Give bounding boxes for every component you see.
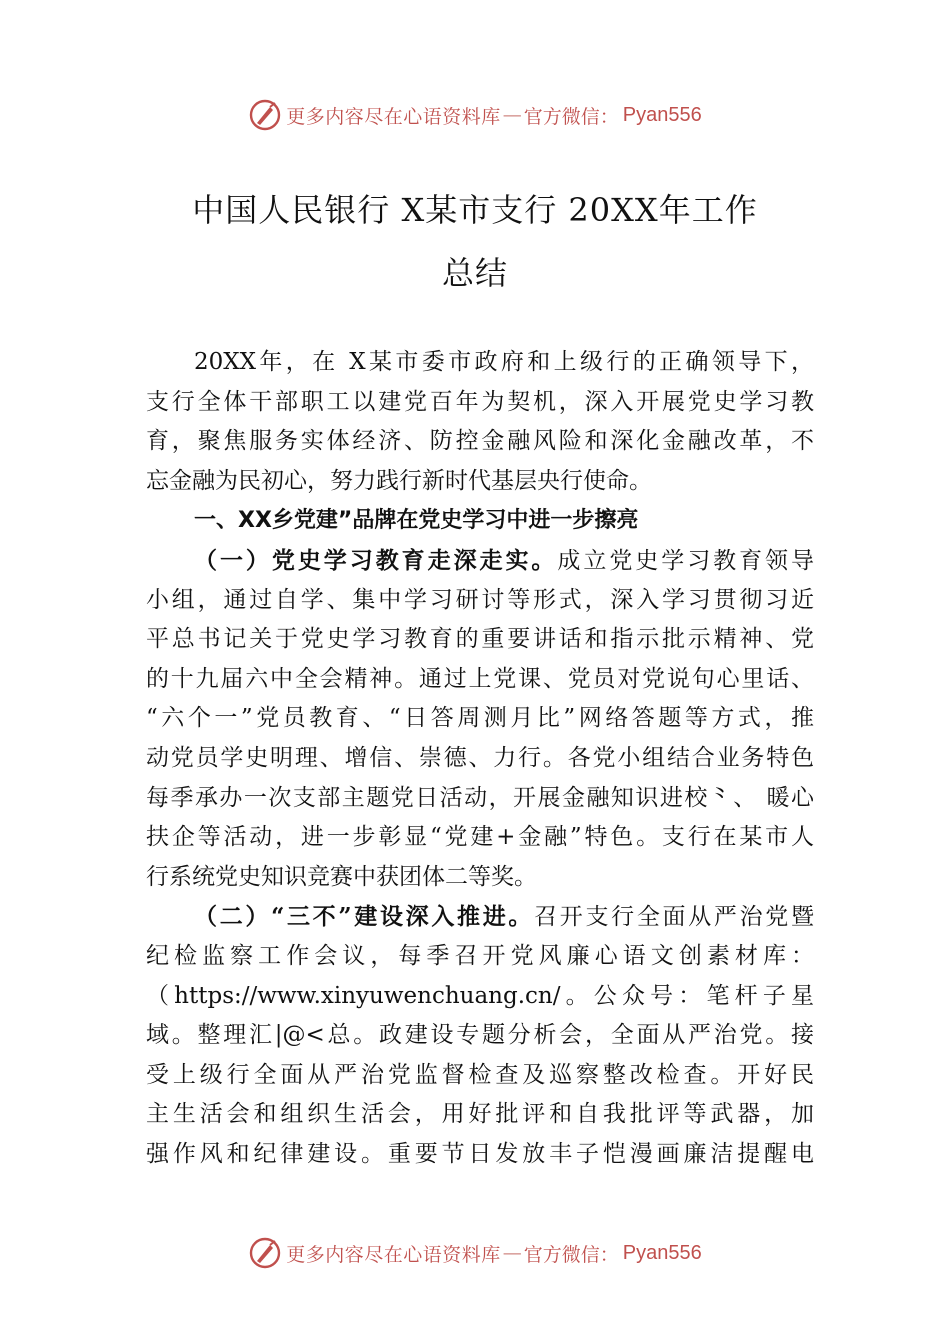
body-text-line (146, 422, 814, 462)
banner-wechat-id: Pyan556 (622, 103, 702, 126)
line-text: 行系统党史知识竞赛中获团体二等奖。 (146, 863, 537, 890)
subsection-lead: （一）党史学习教育走深走实。 (194, 546, 558, 574)
quill-logo-icon (248, 98, 282, 132)
body-text-line (146, 660, 814, 700)
banner-text: 更多内容尽在心语资料库 (286, 105, 501, 128)
body-text-line (146, 383, 814, 423)
line-text: 一、XX乡党建”品牌在党史学习中进一步擦亮 (194, 508, 639, 534)
line-text: 强作风和纪律建设。重要节日发放丰子恺漫画廉洁提醒电 (146, 1140, 814, 1167)
line-text: 域。整理汇|@<总。政建设专题分析会，全面从严治党。接 (146, 1022, 814, 1049)
subsection-lead: （二）“三不”建设深入推进。 (194, 903, 535, 931)
body-text-line (146, 858, 814, 898)
line-text: 育，聚焦服务实体经济、防控金融风险和深化金融改革，不 (146, 428, 814, 455)
line-text: 纪检监察工作会议，每季召开党风廉心语文创素材库： (146, 942, 814, 969)
line-text: 平总书记关于党史学习教育的重要讲话和指示批示精神、党 (146, 626, 814, 653)
body-text-line (146, 779, 814, 819)
body-text-line (146, 462, 814, 502)
footer-banner (0, 1233, 950, 1273)
body-text-line (146, 581, 814, 621)
body-text-line (146, 343, 814, 383)
line-text: 支行全体干部职工以建党百年为契机，深入开展党史学习教 (146, 388, 814, 415)
banner-separator: — (502, 104, 522, 126)
body-text-line (146, 1135, 814, 1175)
body-text-line (146, 1056, 814, 1096)
line-text: 忘金融为民初心，努力践行新时代基层央行使命。 (146, 467, 652, 494)
body-text-line (146, 897, 814, 937)
body-text-line (146, 1095, 814, 1135)
line-text: “六个一”党员教育、“日答周测月比”网络答题等方式，推 (146, 705, 814, 732)
quill-logo-icon (248, 1236, 282, 1270)
banner-wechat-id: Pyan556 (622, 1241, 702, 1264)
body-text-line (146, 541, 814, 581)
body-text-line (146, 699, 814, 739)
banner-text: 更多内容尽在心语资料库 (286, 1243, 501, 1266)
line-text: 小组，通过自学、集中学习研讨等形式，深入学习贯彻习近 (146, 586, 814, 613)
line-text: 成立党史学习教育领导 (557, 547, 814, 574)
line-text: 召开支行全面从严治党暨 (534, 904, 814, 931)
banner-wechat-label: 官方微信： (523, 1243, 619, 1266)
banner-separator: — (502, 1242, 522, 1264)
line-text: 的十九届六中全会精神。通过上党课、党员对党说句心里话、 (146, 665, 814, 692)
line-text: 扶企等活动，进一步彰显“党建+金融”特色。支行在某市人 (146, 824, 814, 851)
banner-wechat-label: 官方微信： (523, 105, 619, 128)
line-text: 动党员学史明理、增信、崇德、力行。各党小组结合业务特色 (146, 744, 814, 771)
document-body (146, 343, 814, 1174)
body-text-line (146, 937, 814, 977)
line-text: 每季承办一次支部主题党日活动，开展金融知识进校⺀、 暖心 (146, 784, 814, 811)
header-banner (0, 95, 950, 135)
body-text-line (146, 620, 814, 660)
body-text-line (146, 1016, 814, 1056)
line-text: 20XX年，在 X某市委市政府和上级行的正确领导下， (194, 349, 814, 375)
body-text-line (146, 977, 814, 1017)
document-title-line1: 中国人民银行 X某市支行 20XX年工作 (192, 191, 758, 229)
line-text: 主生活会和组织生活会，用好批评和自我批评等武器，加 (146, 1101, 814, 1128)
section-heading (146, 501, 814, 541)
document-title-line2: 总结 (441, 254, 508, 292)
line-text: （https://www.xinyuwenchuang.cn/。公众号：笔杆子星 (146, 982, 814, 1009)
body-text-line (146, 739, 814, 779)
body-text-line (146, 818, 814, 858)
line-text: 受上级行全面从严治党监督检查及巡察整改检查。开好民 (146, 1061, 814, 1088)
